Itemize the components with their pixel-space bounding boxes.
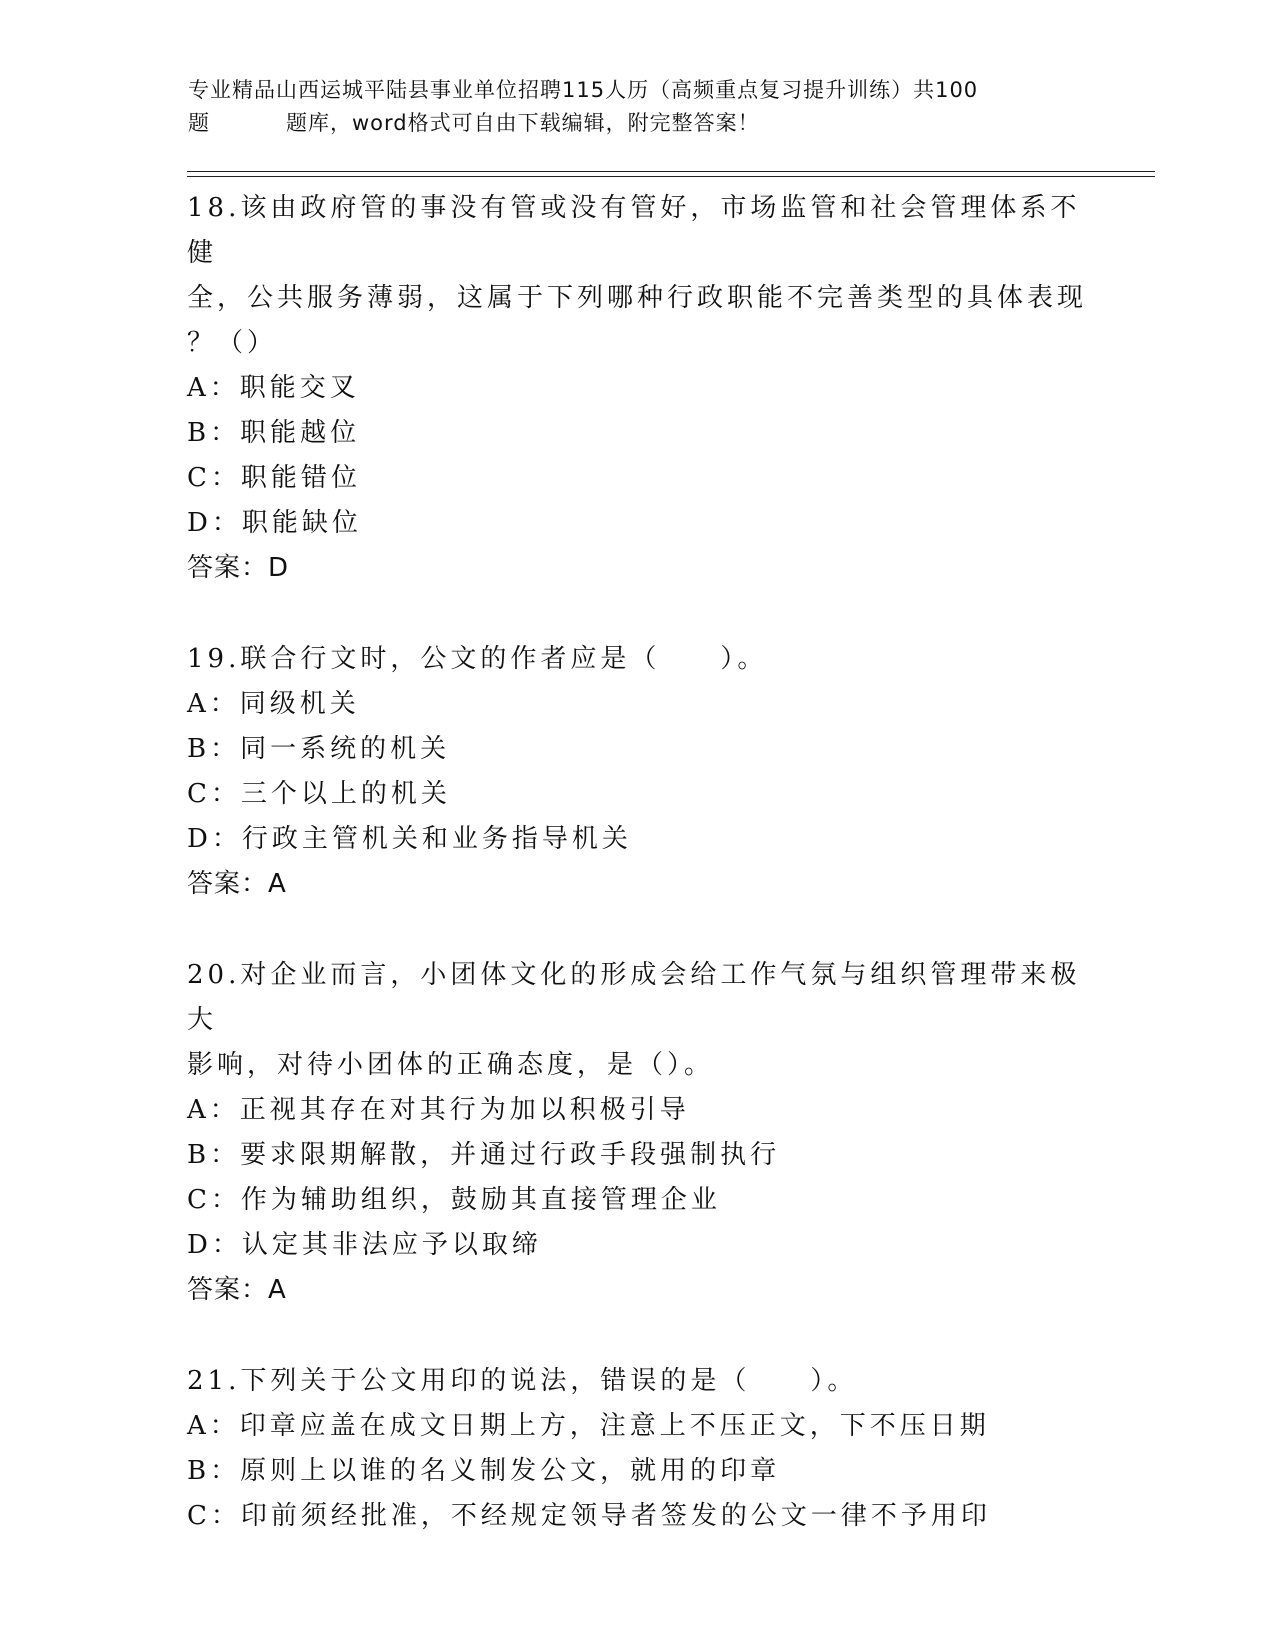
spacer bbox=[187, 591, 1087, 637]
answer: 答案：A bbox=[187, 869, 287, 899]
option-d: D：认定其非法应予以取缔 bbox=[187, 1230, 542, 1260]
question-text-line: 18.该由政府管的事没有管或没有管好，市场监管和社会管理体系不健 bbox=[187, 193, 1081, 268]
answer: 答案：A bbox=[187, 1275, 287, 1305]
question-text-line: 21.下列关于公文用印的说法，错误的是（ ）。 bbox=[187, 1366, 858, 1396]
document-header bbox=[188, 74, 1088, 140]
question-20 bbox=[187, 953, 1087, 1313]
question-19 bbox=[187, 637, 1087, 907]
option-c: C：职能错位 bbox=[187, 463, 361, 493]
question-21 bbox=[187, 1359, 1087, 1539]
header-line-2-left: 题 bbox=[188, 111, 210, 135]
question-text-line: 全，公共服务薄弱，这属于下列哪种行政职能不完善类型的具体表现 bbox=[187, 283, 1088, 313]
option-b: B：同一系统的机关 bbox=[187, 734, 451, 764]
header-line-1: 专业精品山西运城平陆县事业单位招聘115人历（高频重点复习提升训练）共100 bbox=[188, 78, 979, 102]
header-divider-bottom bbox=[187, 176, 1155, 177]
option-a: A：正视其存在对其行为加以积极引导 bbox=[187, 1095, 690, 1125]
option-d: D：职能缺位 bbox=[187, 508, 362, 538]
option-c: C：印前须经批准，不经规定领导者签发的公文一律不予用印 bbox=[187, 1501, 991, 1531]
question-text-line: 20.对企业而言，小团体文化的形成会给工作气氛与组织管理带来极大 bbox=[187, 960, 1081, 1035]
header-divider-top bbox=[187, 171, 1155, 172]
spacer bbox=[187, 1313, 1087, 1359]
option-c: C：三个以上的机关 bbox=[187, 779, 451, 809]
question-text-line: 19.联合行文时，公文的作者应是（ ）。 bbox=[187, 644, 768, 674]
option-a: A：同级机关 bbox=[187, 689, 360, 719]
answer: 答案：D bbox=[187, 553, 290, 583]
option-b: B：要求限期解散，并通过行政手段强制执行 bbox=[187, 1140, 781, 1170]
option-b: B：原则上以谁的名义制发公文，就用的印章 bbox=[187, 1456, 781, 1486]
question-18 bbox=[187, 186, 1087, 591]
question-text-line: ？（） bbox=[187, 328, 278, 358]
spacer bbox=[187, 907, 1087, 953]
option-d: D：行政主管机关和业务指导机关 bbox=[187, 824, 632, 854]
question-list bbox=[187, 186, 1087, 1539]
option-c: C：作为辅助组织，鼓励其直接管理企业 bbox=[187, 1185, 721, 1215]
option-a: A：印章应盖在成文日期上方，注意上不压正文，下不压日期 bbox=[187, 1411, 990, 1441]
header-line-2-right: 题库，word格式可自由下载编辑，附完整答案！ bbox=[286, 111, 760, 135]
question-text-line: 影响，对待小团体的正确态度，是（）。 bbox=[187, 1050, 715, 1080]
header-line-2 bbox=[188, 107, 1088, 140]
option-b: B：职能越位 bbox=[187, 418, 361, 448]
option-a: A：职能交叉 bbox=[187, 373, 360, 403]
